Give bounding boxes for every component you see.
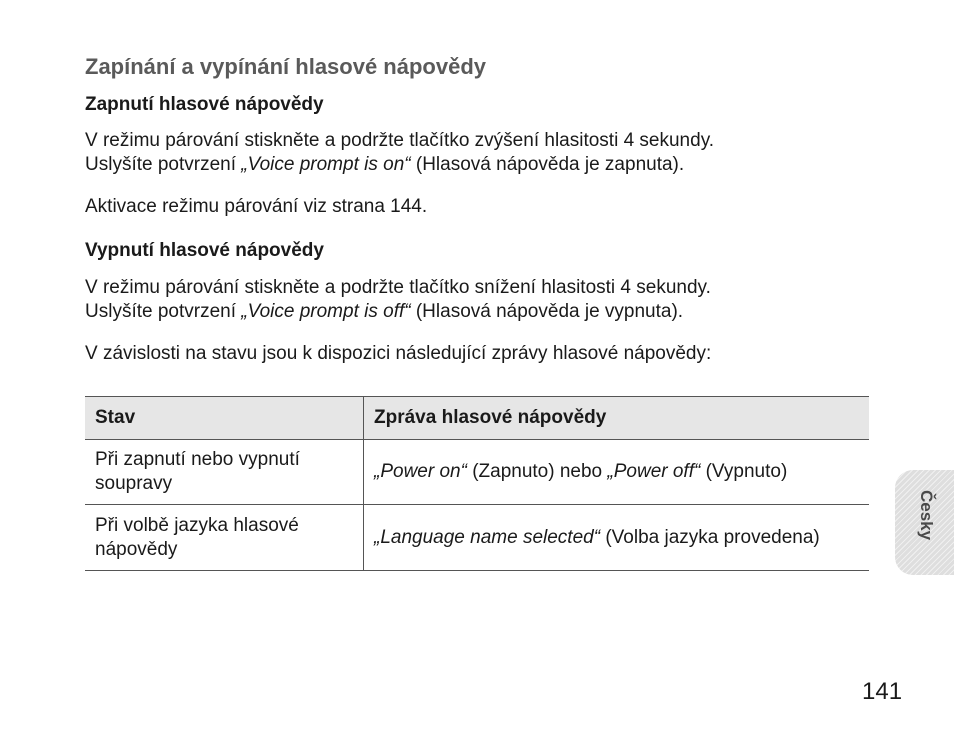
voice-off-line2 bbox=[85, 300, 711, 324]
row1-text2: (Vypnuto) bbox=[700, 461, 788, 482]
row1-quote-power-on: „Power on“ bbox=[374, 461, 467, 482]
header-message: Zpráva hlasové nápovědy bbox=[364, 397, 870, 440]
row2-text1: (Volba jazyka provedena) bbox=[600, 526, 820, 548]
header-state: Stav bbox=[85, 397, 364, 440]
row1-quote-power-off: „Power off“ bbox=[607, 461, 701, 482]
row2-message bbox=[364, 505, 870, 571]
voice-on-line1: V režimu párování stiskněte a podržte tlačítko zvýšení hlasitosti 4 sekundy. bbox=[85, 130, 715, 151]
row1-text1: (Zapnuto) nebo bbox=[466, 461, 608, 482]
page-title: Zapínání a vypínání hlasové nápovědy bbox=[85, 54, 487, 79]
heading-voice-off: Vypnutí hlasové nápovědy bbox=[85, 240, 324, 261]
row1-state: Při zapnutí nebo vypnutí soupravy bbox=[85, 440, 364, 505]
voice-off-quote: „Voice prompt is off“ bbox=[241, 301, 411, 322]
voice-on-line2-after: (Hlasová nápověda je zapnuta). bbox=[410, 154, 685, 175]
voice-off-line2-before: Uslyšíte potvrzení bbox=[85, 301, 242, 322]
voice-prompt-table bbox=[85, 396, 869, 571]
voice-off-line2-after: (Hlasová nápověda je vypnuta). bbox=[410, 301, 684, 322]
pairing-note: Aktivace režimu párování viz strana 144. bbox=[85, 196, 428, 217]
paragraph-voice-off bbox=[85, 276, 711, 324]
table-row bbox=[85, 440, 869, 505]
paragraph-voice-on bbox=[85, 129, 714, 177]
row1-message bbox=[364, 440, 870, 505]
table-header-row bbox=[85, 397, 869, 440]
voice-on-quote: „Voice prompt is on“ bbox=[241, 154, 411, 175]
row2-quote-language: „Language name selected“ bbox=[374, 526, 601, 548]
voice-off-line1: V režimu párování stiskněte a podržte tlačítko snížení hlasitosti 4 sekundy. bbox=[85, 277, 711, 298]
row2-state: Při volbě jazyka hlasové nápovědy bbox=[85, 505, 364, 571]
table-intro: V závislosti na stavu jsou k dispozici následující zprávy hlasové nápovědy: bbox=[85, 343, 712, 364]
heading-voice-on: Zapnutí hlasové nápovědy bbox=[85, 94, 324, 115]
language-tab-label: Česky bbox=[917, 490, 936, 541]
voice-on-line2 bbox=[85, 153, 714, 177]
table-row bbox=[85, 505, 869, 571]
voice-on-line2-before: Uslyšíte potvrzení bbox=[85, 154, 242, 175]
page-number: 141 bbox=[862, 678, 903, 705]
